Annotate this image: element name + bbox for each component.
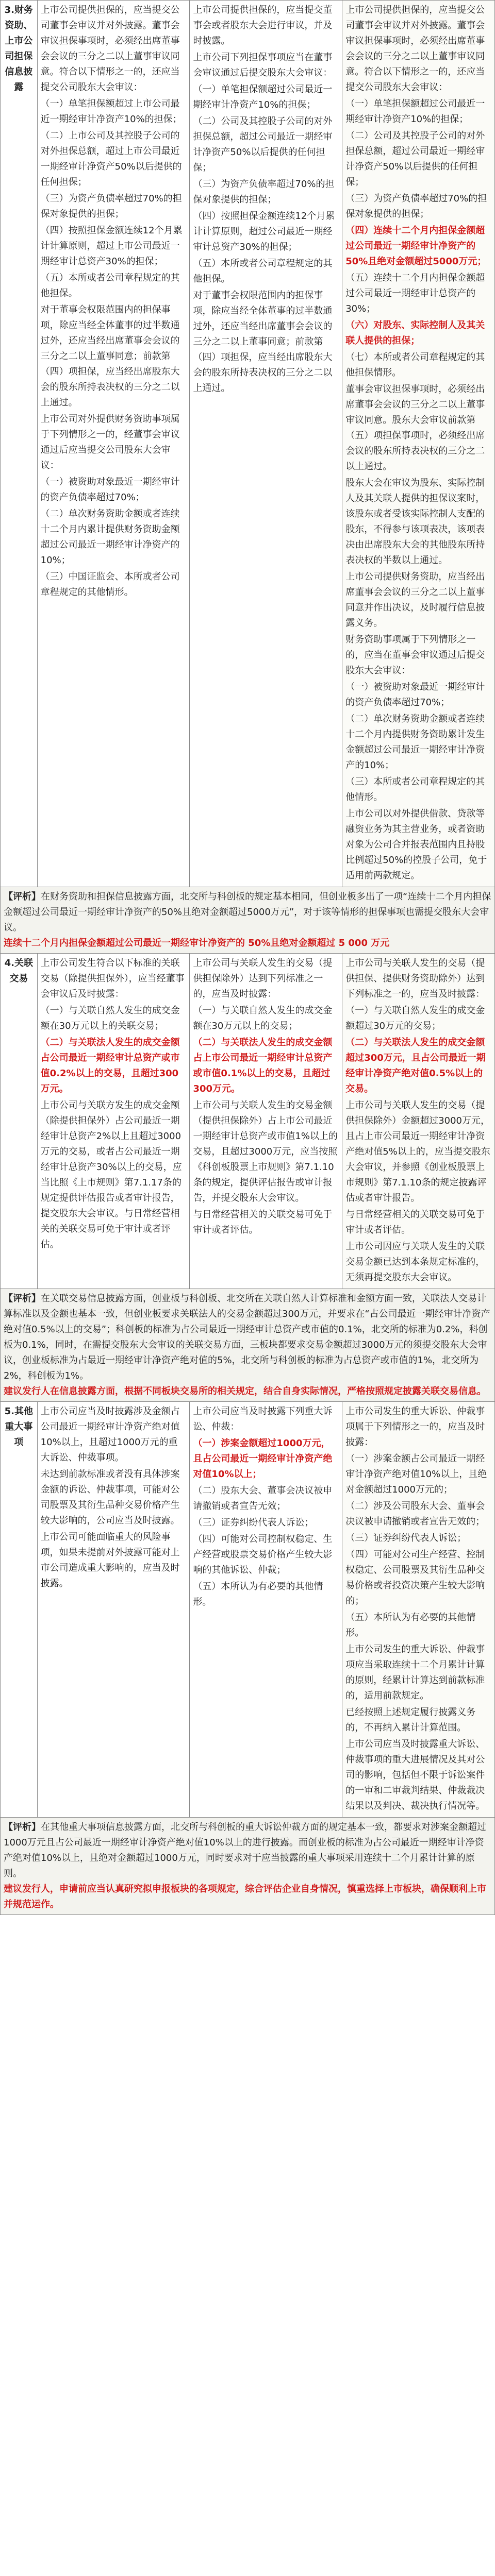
rule-paragraph: 对于董事会权限范围内的担保事项，除应当经全体董事的过半数通过外，还应当经出席董事会会议的三分之二以上董事同意；前款第（四）项担保，应当经出席股东大会的股东所持表决权的三分之二以上通过。 [40, 304, 180, 408]
rule-paragraph: 上市公司提供担保的，应当提交董事会或者股东大会进行审议，并及时披露。 [193, 5, 333, 46]
rule-paragraph: （五）本所或者公司章程规定的其他担保。 [193, 258, 333, 284]
rule-paragraph: （五）本所认为有必要的其他情形。 [193, 1581, 323, 1607]
rule-paragraph: （二）单次财务资助金额或者连续十二个月内累计提供财务资助金额超过公司最近一期经审计净资产的10%； [40, 509, 180, 566]
rule-paragraph: （二）与关联法人发生的成交金额超过300万元，且占公司最近一期经审计净资产绝对值0.5%以上的交易。 [345, 1037, 486, 1094]
rule-paragraph: （三）中国证监会、本所或者公司章程规定的其他情形。 [40, 571, 180, 598]
rule-paragraph: 财务资助事项属于下列情形之一的，应当在董事会审议通过后提交股东大会审议： [345, 634, 485, 676]
comment-row [1, 887, 495, 954]
rule-paragraph: 上市公司发生符合以下标准的关联交易（除提供担保外），应当经董事会审议后及时披露： [40, 958, 185, 999]
rule-paragraph: （三）为资产负债率超过70%的担保对象提供的担保； [40, 193, 182, 219]
rule-paragraph: （二）涉及公司股东大会、董事会决议被申请撤销或者宣告无效的； [345, 1501, 485, 1527]
rule-paragraph: （四）连续十二个月内担保金额超过公司最近一期经审计净资产的50%且绝对金额超过5000万元； [345, 225, 487, 267]
rule-paragraph: （二）上市公司及其控股子公司的对外担保总额，超过上市公司最近一期经审计净资产50%以后提供的任何担保； [40, 130, 182, 188]
comment-cell [1, 1289, 495, 1402]
rule-paragraph: （一）与关联自然人发生的成交金额超过30万元的交易； [345, 1005, 485, 1031]
comment-text: 在关联交易信息披露方面，创业板与科创板、北交所在关联自然人计算标准和金额方面一致，关联法人交易计算标准以及金额也基本一致，但创业板要求关联法人的交易金额超过300万元，并要求在“占公司最近一期经审计净资产绝对值0.5%以上的交易”；科创板的标准为占公司最近一期经审计总资产或市值的0.1%，北交所的标准为0.2%，科创板为0.1%，同时，在需提交股东大会审议的关联交易方面，三板块都要求交易金额超过3000万元的须提交股东大会审议，创业板标准为占最近一期经审计净资产绝对值的5%，北交所与科创板的标准为占总资产或市值的1%，北交所为2%，科创板为1%。 [4, 1293, 490, 1381]
rule-paragraph: （四）可能对公司控制权稳定、生产经营或股票交易价格产生较大影响的其他诉讼、仲裁； [193, 1534, 333, 1575]
rule-paragraph: 上市公司发生的重大诉讼、仲裁事项应当采取连续十二个月累计计算的原则，经累计计算达到前款标准的，适用前款规定。 [345, 1644, 485, 1701]
rule-paragraph: 上市公司可能面临重大的风险事项，如果未提前对外披露可能对上市公司造成重大影响的，应当及时披露。 [40, 1532, 180, 1589]
comment-row [1, 1289, 495, 1402]
rule-paragraph: （四）可能对公司生产经营、控制权稳定、公司股票及其衍生品种交易价格或者投资决策产生较大影响的； [345, 1549, 485, 1606]
rule-paragraph: （七）本所或者公司章程规定的其他担保情形。 [345, 352, 485, 378]
comment-text: 在其他重大事项信息披露方面，北交所与科创板的重大诉讼仲裁方面的规定基本一致，都要求对涉案金额超过1000万元且占公司最近一期经审计净资产绝对值10%以上的进行披露。而创业板的标准为占公司最近一期经审计净资产绝对值10%以上，且绝对金额超过1000万元，同时要求对于应当披露的重大事项采用连续十二个月累计计算的原则。 [4, 1822, 486, 1879]
rule-paragraph: （三）证券纠纷代表人诉讼； [193, 1517, 314, 1528]
rule-paragraph: 上市公司提供担保的，应当提交公司董事会审议并对外披露。董事会审议担保事项时，必须经出席董事会会议的三分之二以上董事审议同意。符合以下情形之一的，还应当提交公司股东大会审议： [40, 5, 180, 93]
rule-paragraph: （三）为资产负债率超过70%的担保对象提供的担保； [345, 193, 487, 219]
comparison-table-body [1, 1, 495, 1915]
rule-paragraph: （一）单笔担保额超过上市公司最近一期经审计净资产10%的担保； [40, 98, 182, 125]
rule-paragraph: 上市公司与关联方发生的成交金额（除提供担保外）占公司最近一期经审计总资产2%以上且超过3000万元的交易，或者占公司最近一期经审计总资产30%以上的交易，应当比照《上市规则》第7.1.17条的规定提供评估报告或者审计报告，提交股东大会审议。与日常经营相关的关联交易可免于审计或者评估。 [40, 1100, 182, 1250]
rule-paragraph: 上市公司应当及时披露涉及金额占公司最近一期经审计净资产绝对值10%以上，且超过1000万元的重大诉讼、仲裁事项。 [40, 1406, 180, 1463]
rule-paragraph: 上市公司与关联人发生的交易（提供担保除外）金额超过3000万元，且占上市公司最近一期经审计净资产绝对值5%以上的，应当提交股东大会审议，并参照《创业板股票上市规则》第7.1.10条的规定披露评估或者审计报告。 [345, 1100, 490, 1204]
rule-paragraph: （一）与关联自然人发生的成交金额在30万元以上的交易； [193, 1005, 333, 1031]
comment-heading: 【评析】 [4, 1293, 41, 1304]
rule-paragraph: 已经按照上述规定履行披露义务的，不再纳入累计计算范围。 [345, 1707, 476, 1733]
beijing-rule-cell [37, 1402, 190, 1818]
rule-paragraph: 与日常经营相关的关联交易可免于审计或者评估。 [193, 1209, 333, 1235]
category-cell: 5.其他重大事项 [1, 1402, 38, 1818]
rule-paragraph: （二）公司及其控股子公司的对外担保总额，超过公司最近一期经审计净资产50%以后提供的任何担保； [193, 116, 333, 173]
star-market-rule-cell [190, 1, 342, 887]
rule-paragraph: 上市公司下列担保事项应当在董事会审议通过后提交股东大会审议： [193, 52, 333, 78]
rule-paragraph: （二）单次财务资助金额或者连续十二个月内提供财务资助累计发生金额超过公司最近一期经审计净资产的10%； [345, 714, 485, 771]
rule-paragraph: （一）涉案金额超过1000万元，且占公司最近一期经审计净资产绝对值10%以上； [193, 1438, 333, 1480]
chinext-rule-cell [342, 1, 495, 887]
rule-paragraph: （一）被资助对象最近一期经审计的资产负债率超过70%； [345, 682, 485, 708]
star-market-rule-cell [190, 1402, 342, 1818]
star-market-rule-cell [190, 954, 342, 1289]
rule-paragraph: 董事会审议担保事项时，必须经出席董事会会议的三分之二以上董事审议同意。股东大会审议前款第（五）项担保事项时，必须经出席会议的股东所持表决权的三分之二以上通过。 [345, 384, 485, 472]
rule-paragraph: 上市公司提供担保的，应当提交公司董事会审议并对外披露。董事会审议担保事项时，必须经出席董事会会议的三分之二以上董事审议同意。符合以下情形之一的，还应当提交公司股东大会审议： [345, 5, 485, 93]
comment-row [1, 1818, 495, 1915]
rule-paragraph: （六）对股东、实际控制人及其关联人提供的担保； [345, 320, 485, 346]
rule-paragraph: （一）被资助对象最近一期经审计的资产负债率超过70%； [40, 477, 180, 503]
rule-paragraph: 上市公司应当及时披露下列重大诉讼、仲裁： [193, 1406, 333, 1432]
comment-suggestion: 建议发行人，申请前应当认真研究拟申报板块的各项规定，综合评估企业自身情况，慎重选择上市板块，确保顺利上市并规范运作。 [4, 1884, 486, 1910]
rule-paragraph: （二）股东大会、董事会决议被申请撤销或者宣告无效； [193, 1485, 333, 1512]
comment-suggestion: 建议发行人在信息披露方面，根据不同板块交易所的相关规定，结合自身实际情况，严格按照规定披露关联交易信息。 [4, 1386, 486, 1397]
rule-paragraph: （一）单笔担保额超过公司最近一期经审计净资产10%的担保； [345, 98, 485, 125]
rule-paragraph: （二）与关联法人发生的成交金额占上市公司最近一期经审计总资产或市值0.1%以上的交易，且超过300万元。 [193, 1037, 333, 1094]
rule-paragraph: 对于董事会权限范围内的担保事项，除应当经全体董事的过半数通过外，还应当经出席董事会会议的三分之二以上董事同意；前款第（四）项担保，应当经出席股东大会的股东所持表决权的三分之二以上通过。 [193, 290, 333, 394]
comment-heading: 【评析】 [4, 1822, 41, 1833]
rule-paragraph: 上市公司提供财务资助，应当经出席董事会会议的三分之二以上董事同意并作出决议，及时履行信息披露义务。 [345, 571, 485, 629]
category-cell: 4.关联交易 [1, 954, 38, 1289]
rule-paragraph: 与日常经营相关的关联交易可免于审计或者评估。 [345, 1209, 485, 1235]
rule-paragraph: 上市公司与关联人发生的交易金额（提供担保除外）占上市公司最近一期经审计总资产或市值1%以上的交易，且超过3000万元，应当按照《科创板股票上市规则》第7.1.10条的规定，提供评估报告或审计报告，并提交股东大会审议。 [193, 1100, 338, 1204]
comment-heading: 【评析】 [4, 891, 41, 902]
comment-cell [1, 887, 495, 954]
rule-row [1, 954, 495, 1289]
rule-paragraph: （四）按照担保金额连续12个月累计计算原则，超过公司最近一期经审计总资产30%的担保； [193, 211, 335, 252]
rule-paragraph: （四）按照担保金额连续12个月累计计算原则，超过上市公司最近一期经审计总资产30%的担保； [40, 225, 183, 267]
rule-row [1, 1, 495, 887]
rule-paragraph: 股东大会在审议为股东、实际控制人及其关联人提供的担保议案时，该股东或者受该实际控制人支配的股东，不得参与该项表决，该项表决由出席股东大会的其他股东所持表决权的半数以上通过。 [345, 478, 485, 566]
category-cell: 3.财务资助、上市公司担保信息披露 [1, 1, 38, 887]
rule-paragraph: （一）涉案金额占公司最近一期经审计净资产绝对值10%以上，且绝对金额超过1000万元的； [345, 1453, 487, 1495]
rule-paragraph: （三）证券纠纷代表人诉讼； [345, 1533, 467, 1544]
comment-highlight: 连续十二个月内担保金额超过公司最近一期经审计净资产的 50%且绝对金额超过 5 000 万元 [4, 938, 390, 948]
rule-paragraph: （一）单笔担保额超过公司最近一期经审计净资产10%的担保； [193, 84, 333, 110]
comment-text: 在财务资助和担保信息披露方面，北交所与科创板的规定基本相同，但创业板多出了一项“连续十二个月内担保金额超过公司最近一期经审计净资产的50%且绝对金额超过5000万元”，对于该等情形的担保事项也需提交股东大会审议。 [4, 891, 491, 933]
rule-paragraph: （三）为资产负债率超过70%的担保对象提供的担保； [193, 179, 335, 205]
beijing-rule-cell [37, 954, 190, 1289]
rule-paragraph: （二）公司及其控股子公司的对外担保总额，超过公司最近一期经审计净资产50%以后提供的任何担保； [345, 130, 485, 188]
rule-paragraph: （一）与关联自然人发生的成交金额在30万元以上的关联交易； [40, 1005, 180, 1031]
rule-paragraph: （三）本所或者公司章程规定的其他情形。 [345, 776, 485, 803]
chinext-rule-cell [342, 1402, 495, 1818]
beijing-rule-cell [37, 1, 190, 887]
rule-paragraph: 未达到前款标准或者没有具体涉案金额的诉讼、仲裁事项，可能对公司股票及其衍生品种交易价格产生较大影响的，公司应当及时披露。 [40, 1469, 180, 1526]
rule-paragraph: （五）连续十二个月内担保金额超过公司最近一期经审计总资产的30%； [345, 273, 485, 314]
rule-paragraph: 上市公司应当及时披露重大诉讼、仲裁事项的重大进展情况及其对公司的影响，包括但不限于诉讼案件的一审和二审裁判结果、仲裁裁决结果以及判决、裁决执行情况等。 [345, 1739, 485, 1811]
rule-row [1, 1402, 495, 1818]
chinext-rule-cell [342, 954, 495, 1289]
rule-paragraph: （五）本所或者公司章程规定的其他担保。 [40, 273, 180, 299]
comment-cell [1, 1818, 495, 1915]
rule-paragraph: 上市公司与关联人发生的交易（提供担保、提供财务资助除外）达到下列标准之一的，应当及时披露： [345, 958, 485, 999]
rule-paragraph: 上市公司因应与关联人发生的关联交易金额已达到本条规定标准的，无须再提交股东大会审议。 [345, 1241, 485, 1283]
rule-paragraph: 上市公司发生的重大诉讼、仲裁事项属于下列情形之一的，应当及时披露： [345, 1406, 485, 1448]
rule-paragraph: 上市公司对外提供财务资助事项属于下列情形之一的，经董事会审议通过后应当提交公司股东大会审议： [40, 414, 180, 471]
rule-paragraph: 上市公司与关联人发生的交易（提供担保除外）达到下列标准之一的，应当及时披露： [193, 958, 333, 999]
rule-paragraph: （五）本所认为有必要的其他情形。 [345, 1612, 476, 1638]
rule-paragraph: （二）与关联法人发生的成交金额占公司最近一期经审计总资产或市值0.2%以上的交易，且超过300万元。 [40, 1037, 180, 1094]
rule-paragraph: 上市公司以对外提供借款、贷款等融资业务为其主营业务，或者资助对象为公司合并报表范围内且持股比例超过50%的控股子公司，免于适用前两款规定。 [345, 808, 487, 881]
